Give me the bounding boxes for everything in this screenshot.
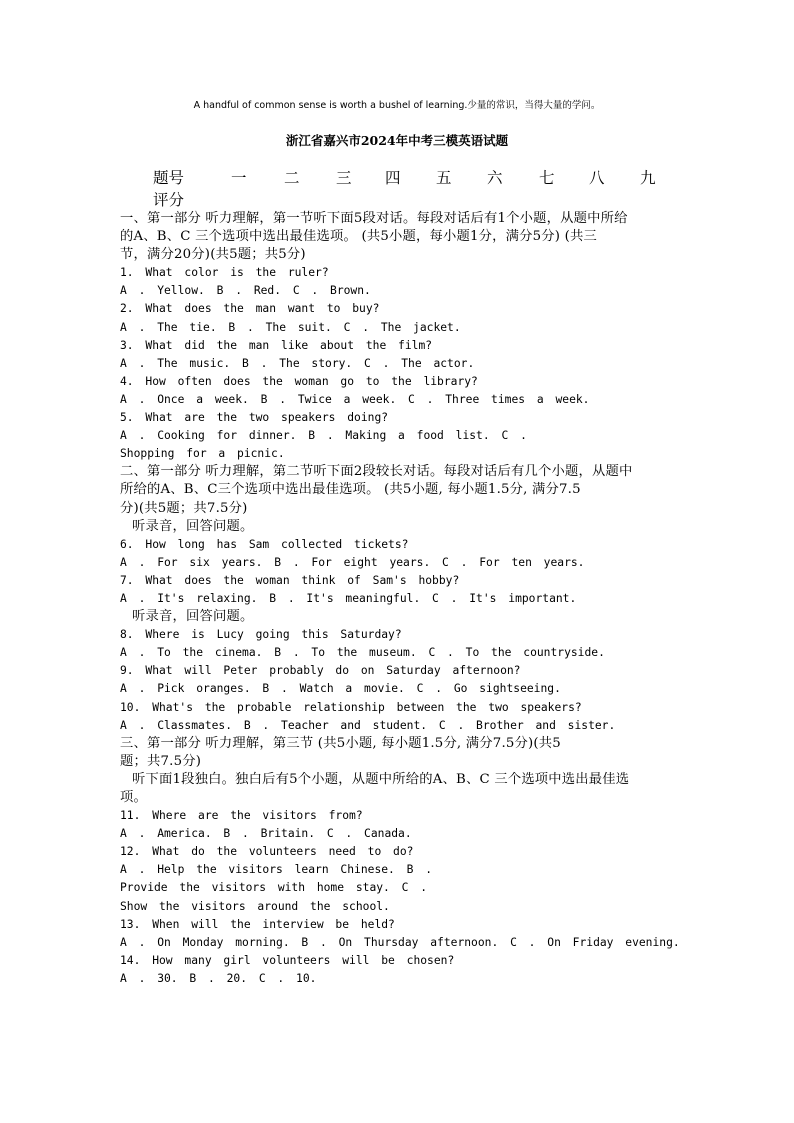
question-line: A . America. B . Britain. C . Canada. — [120, 827, 412, 841]
section-text-line: 听录音，回答问题。 — [132, 518, 254, 534]
question-line: 10. What's the probable relationship between the two speakers? — [120, 700, 582, 714]
question-line: 13. When will the interview be held? — [120, 917, 395, 931]
section-text-line: 听录音，回答问题。 — [132, 609, 254, 625]
section-text-line: 二、第一部分 听力理解，第二节听下面2段较长对话。每段对话后有几个小题，从题中 — [120, 464, 633, 480]
question-line: A . The music. B . The story. C . The actor. — [120, 356, 475, 370]
section-text-line: 题；共7.5分) — [120, 753, 202, 769]
score-table-col: 九 — [640, 169, 656, 187]
question-line: A . Classmates. B . Teacher and student. C . Brother and sister. — [120, 718, 616, 732]
section-text-line: 一、第一部分 听力理解，第一节听下面5段对话。每段对话后有1个小题，从题中所给 — [120, 211, 628, 226]
section-text-line: 项。 — [120, 790, 147, 805]
section-text-line: 的A、B、C 三个选项中选出最佳选项。 (共5小题，每小题1分，满分5分) (共三 — [120, 229, 597, 245]
question-line: A . Yellow. B . Red. C . Brown. — [120, 284, 371, 298]
score-table-col: 二 — [284, 169, 300, 187]
question-line: 9. What will Peter probably do on Saturday afternoon? — [120, 664, 521, 678]
section-text-line: 三、第一部分 听力理解，第三节 (共5小题, 每小题1.5分, 满分7.5分)(共5 — [120, 735, 561, 751]
question-line: 8. Where is Lucy going this Saturday? — [120, 628, 402, 642]
question-line: A . Once a week. B . Twice a week. C . Three times a week. — [120, 392, 590, 406]
question-line: A . 30. B . 20. C . 10. — [120, 971, 317, 985]
question-line: 5. What are the two speakers doing? — [120, 411, 389, 425]
question-line: Show the visitors around the school. — [120, 899, 390, 913]
score-table-col: 五 — [436, 169, 452, 187]
question-line: 6. How long has Sam collected tickets? — [120, 537, 409, 551]
score-table-col: 一 — [231, 169, 247, 187]
question-line: 7. What does the woman think of Sam's hobby? — [120, 573, 460, 587]
question-line: A . Pick oranges. B . Watch a movie. C . Go sightseeing. — [120, 682, 561, 696]
exam-content — [120, 210, 680, 988]
question-line: A . On Monday morning. B . On Thursday afternoon. C . On Friday evening. — [120, 935, 680, 949]
question-line: A . For six years. B . For eight years. C . For ten years. — [120, 555, 585, 569]
score-table-row-label: 评分 — [153, 191, 185, 209]
section-text-line: 听下面1段独白。独白后有5个小题，从题中所给的A、B、C 三个选项中选出最佳选 — [132, 771, 630, 787]
question-line: 14. How many girl volunteers will be chosen? — [120, 953, 455, 967]
question-line: 11. Where are the visitors from? — [120, 809, 363, 823]
score-table-col: 七 — [539, 169, 555, 187]
section-text-line: 所给的A、B、C三个选项中选出最佳选项。 (共5小题, 每小题1.5分, 满分7.5 — [120, 482, 581, 498]
question-line: A . It's relaxing. B . It's meaningful. C . It's important. — [120, 591, 577, 605]
section-text-line: 分)(共5题；共7.5分) — [120, 500, 248, 516]
question-line: 2. What does the man want to buy? — [120, 302, 380, 316]
section-text-line: 节，满分20分)(共5题；共5分) — [120, 247, 306, 263]
score-table-col: 八 — [589, 169, 605, 187]
page-motto: A handful of common sense is worth a bushel of learning.少量的常识，当得大量的学问。 — [193, 100, 601, 111]
question-line: 4. How often does the woman go to the library? — [120, 374, 478, 388]
question-line: Shopping for a picnic. — [120, 447, 285, 461]
question-line: A . To the cinema. B . To the museum. C . To the countryside. — [120, 646, 605, 660]
question-line: 3. What did the man like about the film? — [120, 338, 433, 352]
score-table-col: 三 — [336, 169, 352, 187]
score-table-header-label: 题号 — [153, 169, 185, 187]
question-line: 1. What color is the ruler? — [120, 266, 329, 280]
question-line: A . Cooking for dinner. B . Making a food list. C . — [120, 429, 527, 443]
question-line: Provide the visitors with home stay. C . — [120, 881, 428, 895]
score-table-col: 六 — [487, 169, 503, 187]
score-table-col: 四 — [385, 169, 401, 187]
page-title: 浙江省嘉兴市2024年中考三模英语试题 — [285, 133, 509, 148]
question-line: 12. What do the volunteers need to do? — [120, 845, 414, 859]
question-line: A . The tie. B . The suit. C . The jacket. — [120, 320, 461, 334]
question-line: A . Help the visitors learn Chinese. B . — [120, 863, 433, 877]
